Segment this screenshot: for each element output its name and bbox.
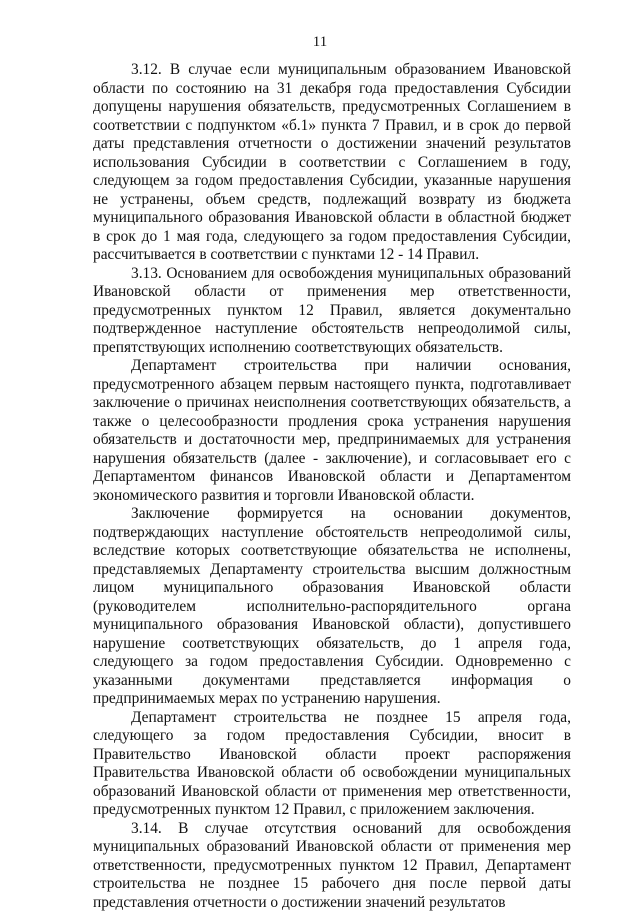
paragraph-3-12: 3.12. В случае если муниципальным образованием Ивановской области по состоянию на 31 декабря года предоставления Субсидии допущены нарушения обязательств, предусмотренных Соглашением в соответствии с подпунктом «б.1» пункта 7 Правил, и в срок до первой даты представления отчетности о достижении значений результатов использования Субсидии в соответствии с Соглашением в году, следующем за годом предоставления Субсидии, указанные нарушения не устранены, объем средств, подлежащий возврату из бюджета муниципального образования Ивановской области в областной бюджет в срок до 1 мая года, следующего за годом предоставления Субсидии, рассчитывается в соответствии с пунктами 12 - 14 Правил. [93, 61, 571, 265]
document-body [93, 61, 571, 912]
paragraph-department-conclusion: Департамент строительства при наличии основания, предусмотренного абзацем первым настоящего пункта, подготавливает заключение о причинах неисполнения соответствующих обязательств, а также о целесообразности продления срока устранения нарушения обязательств и достаточности мер, предпринимаемых для устранения нарушения обязательств (далее - заключение), и согласовывает его с Департаментом финансов Ивановской области и Департаментом экономического развития и торговли Ивановской области. [93, 357, 571, 505]
paragraph-draft-order: Департамент строительства не позднее 15 апреля года, следующего за годом предоставления Субсидии, вносит в Правительство Ивановской области проект распоряжения Правительства Ивановской области об освобождении муниципальных образований Ивановской области от применения мер ответственности, предусмотренных пунктом 12 Правил, с приложением заключения. [93, 709, 571, 820]
page-number: 11 [0, 34, 640, 51]
paragraph-3-13: 3.13. Основанием для освобождения муниципальных образований Ивановской области от применения мер ответственности, предусмотренных пунктом 12 Правил, является документально подтвержденное наступление обстоятельств непреодолимой силы, препятствующих исполнению соответствующих обязательств. [93, 265, 571, 358]
paragraph-conclusion-basis: Заключение формируется на основании документов, подтверждающих наступление обстоятельств непреодолимой силы, вследствие которых соответствующие обязательства не исполнены, представляемых Департаменту строительства высшим должностным лицом муниципального образования Ивановской области (руководителем исполнительно-распорядительного органа муниципального образования Ивановской области), допустившего нарушение соответствующих обязательств, до 1 апреля года, следующего за годом предоставления Субсидии. Одновременно с указанными документами представляется информация о предпринимаемых мерах по устранению нарушения. [93, 505, 571, 709]
paragraph-3-14: 3.14. В случае отсутствия оснований для освобождения муниципальных образований Ивановской области от применения мер ответственности, предусмотренных пунктом 12 Правил, Департамент строительства не позднее 15 рабочего дня после первой даты представления отчетности о достижении значений результатов [93, 820, 571, 912]
